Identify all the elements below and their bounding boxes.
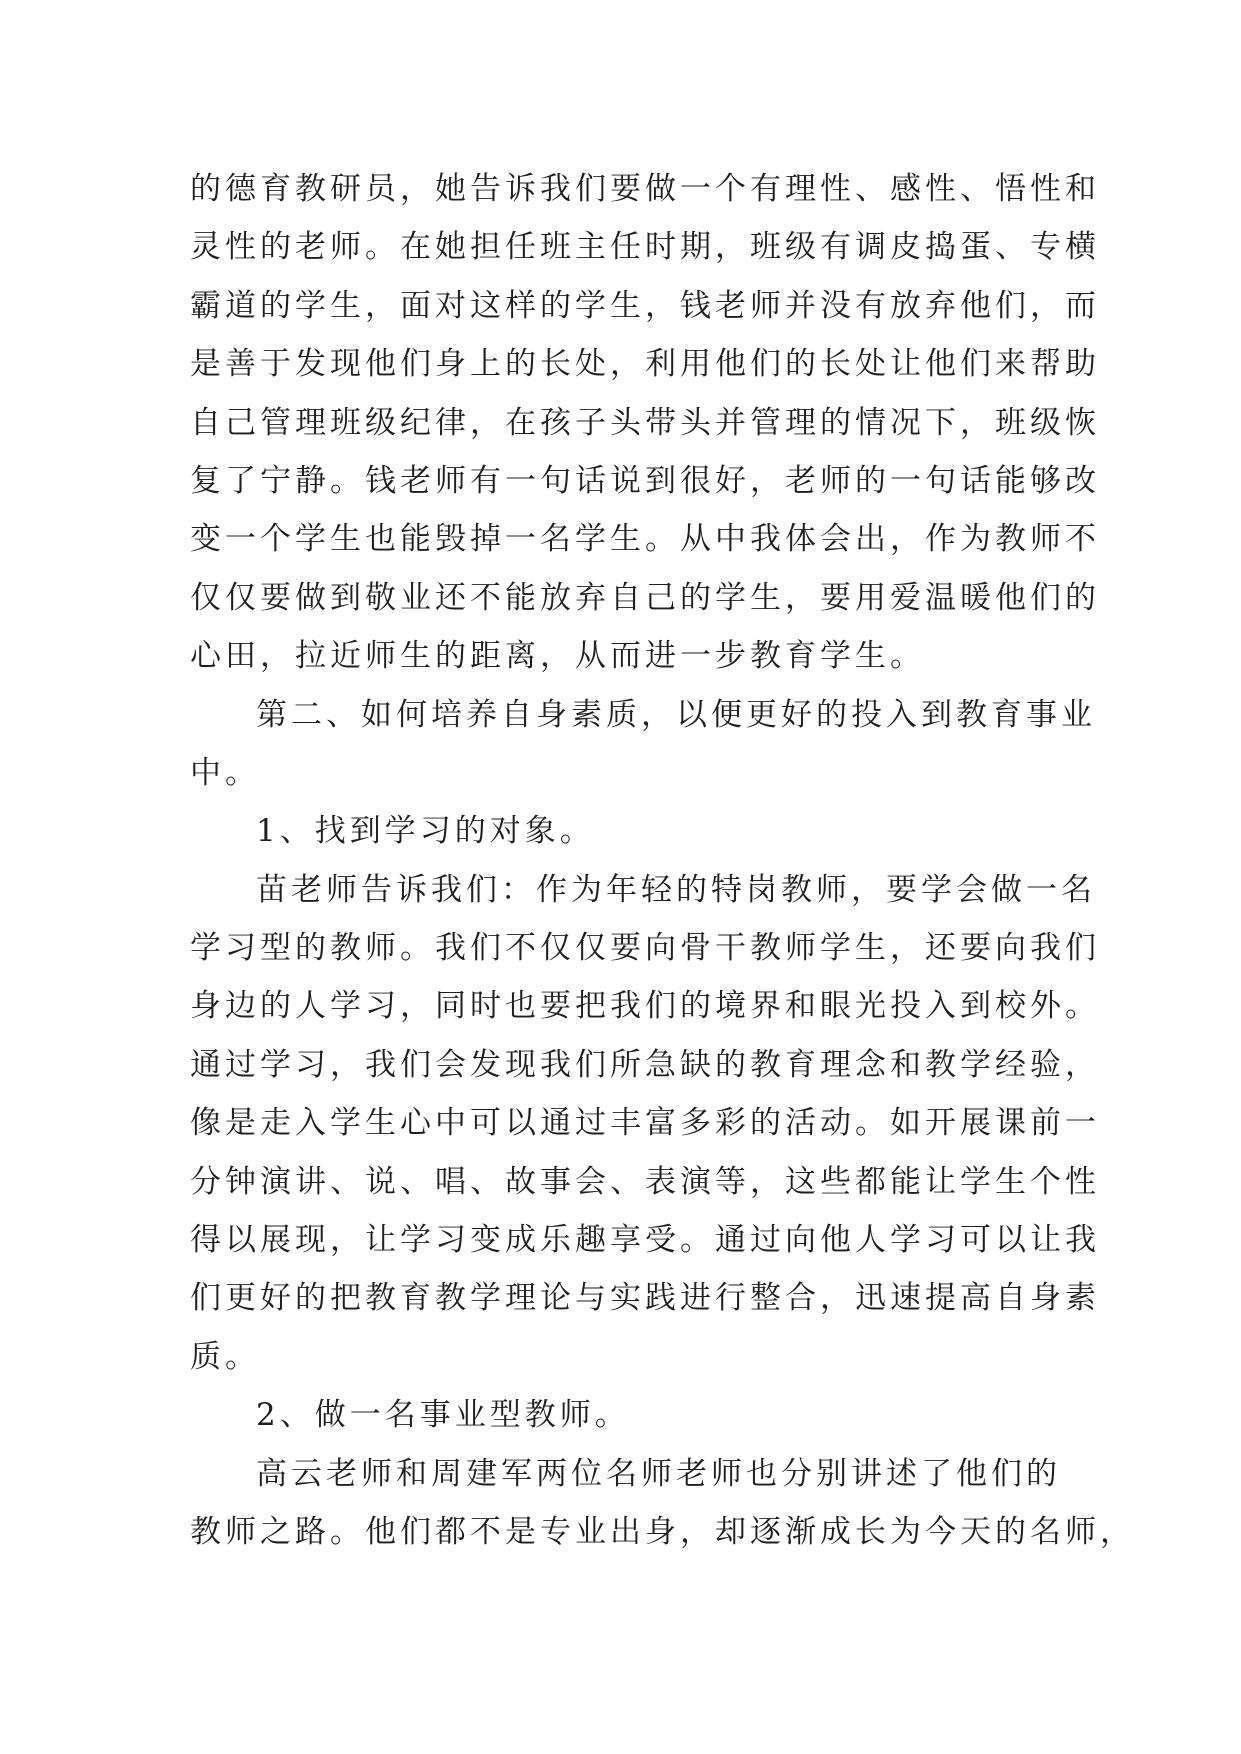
- body-text: [190, 160, 1135, 1561]
- text-line: 心田，拉近师生的距离，从而进一步教育学生。: [190, 638, 925, 675]
- text-line: 是善于发现他们身上的长处，利用他们的长处让他们来帮助: [190, 346, 1100, 383]
- text-line: 身边的人学习，同时也要把我们的境界和眼光投入到校外。: [190, 988, 1100, 1025]
- paragraph-start: 苗老师告诉我们：作为年轻的特岗教师，要学会做一名: [256, 871, 1096, 908]
- paragraph-start: 高云老师和周建军两位名师老师也分别讲述了他们的: [256, 1455, 1061, 1492]
- text-line: 像是走入学生心中可以通过丰富多彩的活动。如开展课前一: [190, 1105, 1100, 1142]
- text-line: 们更好的把教育教学理论与实践进行整合，迅速提高自身素: [190, 1280, 1100, 1317]
- section-heading: 第二、如何培养自身素质，以便更好的投入到教育事业: [256, 696, 1096, 733]
- text-line: 霸道的学生，面对这样的学生，钱老师并没有放弃他们，而: [190, 287, 1100, 324]
- text-line: 得以展现，让学习变成乐趣享受。通过向他人学习可以让我: [190, 1222, 1100, 1259]
- text-line: 教师之路。他们都不是专业出身，却逐渐成长为今天的名师，: [190, 1513, 1135, 1550]
- text-line: 仅仅要做到敬业还不能放弃自己的学生，要用爱温暖他们的: [190, 579, 1100, 616]
- text-line: 的德育教研员，她告诉我们要做一个有理性、感性、悟性和: [190, 171, 1100, 207]
- subsection-heading: 1、找到学习的对象。: [256, 813, 595, 850]
- text-line: 灵性的老师。在她担任班主任时期，班级有调皮捣蛋、专横: [190, 229, 1100, 266]
- text-line: 自己管理班级纪律，在孩子头带头并管理的情况下，班级恢: [190, 404, 1100, 441]
- text-line: 中。: [190, 754, 260, 791]
- text-line: 变一个学生也能毁掉一名学生。从中我体会出，作为教师不: [190, 521, 1100, 558]
- text-line: 通过学习，我们会发现我们所急缺的教育理念和教学经验，: [190, 1046, 1100, 1083]
- subsection-heading: 2、做一名事业型教师。: [256, 1397, 630, 1434]
- text-line: 学习型的教师。我们不仅仅要向骨干教师学生，还要向我们: [190, 930, 1100, 967]
- text-line: 质。: [190, 1338, 260, 1375]
- text-line: 复了宁静。钱老师有一句话说到很好，老师的一句话能够改: [190, 462, 1100, 499]
- text-line: 分钟演讲、说、唱、故事会、表演等，这些都能让学生个性: [190, 1163, 1100, 1200]
